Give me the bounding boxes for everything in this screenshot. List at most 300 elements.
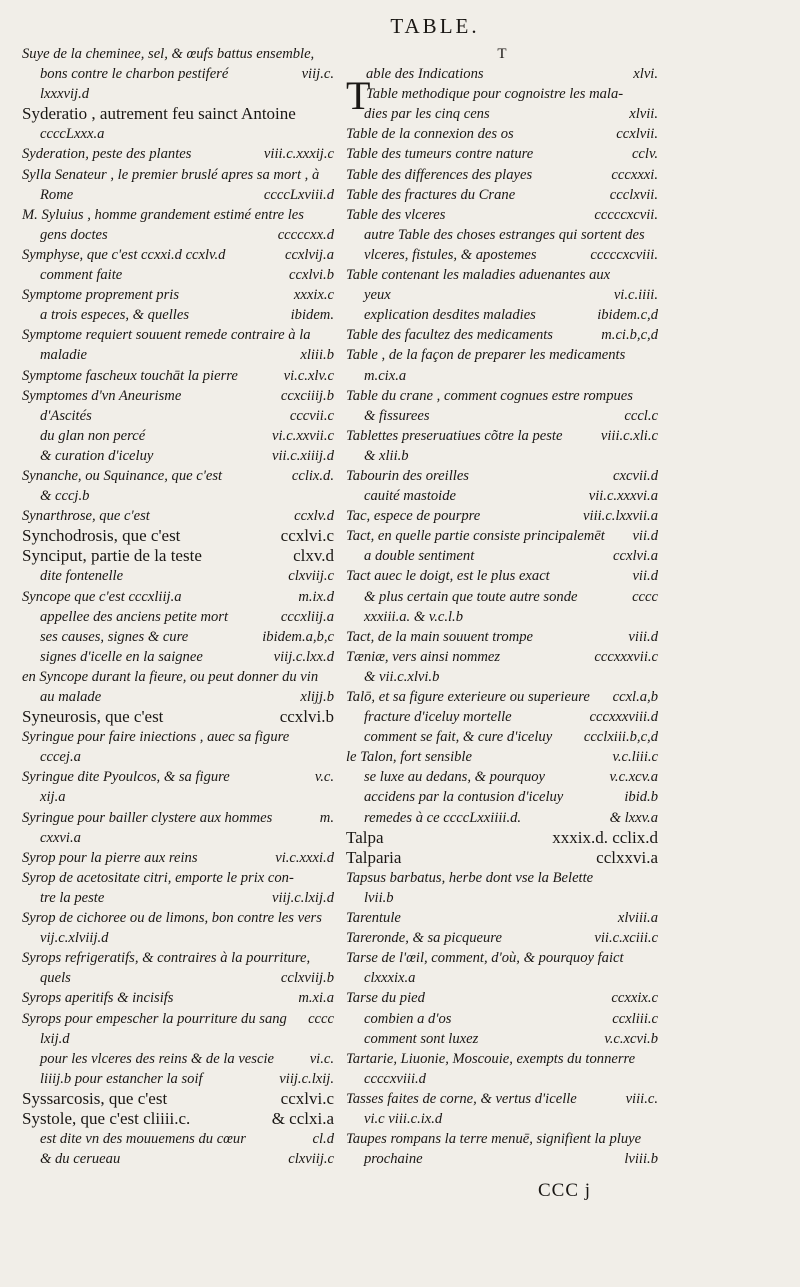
entry-reference: ibidem.c,d [597,307,658,324]
entry-text: Table du crane , comment cognues estre rompues [346,387,633,404]
entry-reference: cl.d [312,1131,334,1148]
entry-reference: ccxxix.c [611,990,658,1007]
entry-text: Tact auec le doigt, est le plus exact [346,568,550,585]
index-entry [346,687,658,707]
entry-reference: xxxix.d. cclix.d [552,827,658,847]
entry-text: Syrop pour la pierre aux reins [22,849,198,866]
index-entry [346,64,658,84]
entry-text: & curation d'iceluy [40,447,154,464]
entry-text: cccej.a [40,749,81,766]
index-entry [22,245,334,265]
entry-reference: cccvii.c [289,407,334,424]
entry-text: Suye de la cheminee, sel, & œufs battus ensemble, [22,46,315,62]
entry-reference: cccc [632,588,658,605]
entry-text: est dite vn des mouuemens du cœur [40,1131,246,1148]
entry-reference: ccxlvii. [616,126,658,143]
index-entry [22,185,334,205]
index-entry [22,144,334,164]
index-entry [346,1069,658,1089]
index-entry [22,1049,334,1069]
index-entry [346,1149,658,1169]
index-entry [22,727,334,747]
entry-text: Synarthrose, que c'est [22,508,150,525]
index-entry [22,44,334,64]
entry-text: able des Indications [366,66,484,83]
entry-reference: cclix.d. [291,467,334,484]
entry-reference: vi.c.xxvii.c [272,427,334,444]
entry-reference: ccccLxviii.d [263,186,334,203]
entry-text: Tact, de la main souuent trompe [346,628,534,645]
entry-text: signes d'icelle en la saignee [40,648,203,665]
index-entry [22,546,334,566]
entry-text: & cccj.b [40,488,90,505]
index-entry [22,124,334,144]
entry-text: Systole, que c'est cliiii.c. [22,1108,191,1128]
entry-text: Table de la connexion des os [346,126,514,143]
entry-reference: viij.c.lxij. [279,1070,334,1087]
index-entry [346,707,658,727]
index-entry [22,386,334,406]
entry-text: du glan non percé [40,427,146,444]
index-entry [22,928,334,948]
index-entry [22,84,334,104]
index-entry [346,466,658,486]
index-entry [346,205,658,225]
index-entry [22,848,334,868]
index-entry [22,667,334,687]
entry-reference: vii.c.xxxvi.a [588,488,658,505]
entry-text: gens doctes [40,226,108,243]
index-entry [346,808,658,828]
entry-reference: v.c.xcv.a [609,769,658,786]
entry-reference: xlvii. [629,106,658,123]
entry-text: Tabourin des oreilles [346,467,469,484]
index-entry [346,928,658,948]
index-entry [346,727,658,747]
entry-reference: vii.d [632,568,658,585]
index-entry [22,707,334,727]
entry-reference: & cclxi.a [271,1108,334,1128]
index-entry [22,305,334,325]
entry-text: ccccLxxx.a [40,126,105,143]
entry-reference: & lxxv.a [609,809,658,826]
entry-text: remedes à ce ccccLxxiiii.d. [364,809,522,826]
entry-text: & xlii.b [364,447,409,464]
entry-text: dite fontenelle [40,568,124,585]
index-entry [346,988,658,1008]
entry-text: lvii.b [364,889,394,906]
entry-reference: ibidem.a,b,c [262,628,334,645]
entry-reference: vii.c.xciii.c [594,930,658,947]
index-entry [22,767,334,787]
entry-text: Tartarie, Liuonie, Moscouie, exempts du tonnerre [346,1050,636,1067]
index-entry [346,868,658,888]
entry-text: Syssarcosis, que c'est [22,1088,168,1108]
index-entry [22,1109,334,1129]
entry-text: se luxe au dedans, & pourquoy [364,769,546,786]
entry-text: Syrop de cichoree ou de limons, bon contre les vers [22,910,322,927]
index-entry [346,848,658,868]
index-entry [346,546,658,566]
entry-reference: ibid.b [624,789,658,806]
entry-text: Tablettes preseruatiues cõtre la peste [346,427,563,444]
entry-text: quels [40,970,71,987]
entry-text: Table des facultez des medicaments [346,327,553,344]
index-entry [22,526,334,546]
index-entry [346,305,658,325]
entry-reference: viij.c. [301,66,334,83]
entry-reference: xliii.b [300,347,334,364]
entry-text: Syderation, peste des plantes [22,146,192,163]
index-entry [346,406,658,426]
entry-text: xxxiii.a. & v.c.l.b [364,608,464,625]
index-entry [346,667,658,687]
page-title: TABLE. [390,14,480,38]
section-letter: T [497,46,507,62]
entry-text: comment sont luxez [364,1030,479,1047]
entry-text: en Syncope durant la fieure, ou peut donner du vin [22,668,319,685]
entry-text: Synciput, partie de la teste [22,546,202,566]
index-entry [22,466,334,486]
index-entry [346,84,658,104]
entry-text: vi.c viii.c.ix.d [364,1110,443,1127]
index-entry [346,265,658,285]
entry-text: ccccxviii.d [364,1070,426,1087]
entry-text: Symptome requiert souuent remede contraire à la [22,327,311,344]
index-entry [22,506,334,526]
index-entry [346,325,658,345]
entry-text: a trois especes, & quelles [40,307,190,324]
entry-text: Tapsus barbatus, herbe dont vse la Belette [346,869,594,886]
index-entry [346,124,658,144]
entry-text: ses causes, signes & cure [40,628,189,645]
entry-text: Syrop de acetositate citri, emporte le prix con- [22,869,294,886]
index-entry [346,1109,658,1129]
entry-reference: clxviij.c [288,568,334,585]
entry-text: Talparia [346,847,402,867]
entry-text: Syringue pour faire iniections , auec sa figure [22,729,290,746]
entry-text: Synanche, ou Squinance, que c'est [22,467,223,484]
entry-reference: xlviii.a [617,910,658,927]
entry-text: Symptomes d'vn Aneurisme [22,387,182,404]
entry-text: Synchodrosis, que c'est [22,526,181,546]
entry-reference: ccxlvi.a [613,548,658,565]
index-entry [22,808,334,828]
index-entry [22,205,334,225]
index-entry [22,888,334,908]
drop-cap-T: T [346,73,371,118]
entry-reference: cclv. [631,146,658,163]
index-entry [346,345,658,365]
entry-reference: lviii.b [624,1151,658,1168]
entry-text: m.cix.a [364,367,407,384]
entry-text: appellee des anciens petite mort [40,608,229,625]
entry-text: Syrops aperitifs & incisifs [22,990,174,1007]
index-entry [346,386,658,406]
entry-text: maladie [40,347,88,364]
entry-text: Syringue dite Pyoulcos, & sa figure [22,769,230,786]
entry-text: Tarse de l'œil, comment, d'où, & pourquoy faict [346,950,624,967]
entry-reference: cclxviij.b [280,970,334,987]
entry-reference: vi.c.xxxi.d [275,849,334,866]
index-entry [346,767,658,787]
entry-reference: cccc [308,1010,334,1027]
index-entry [22,325,334,345]
entry-text: autre Table des choses estranges qui sortent des [364,226,645,243]
entry-reference: xlvi. [633,66,658,83]
index-entry [346,426,658,446]
entry-text: Table des fractures du Crane [346,186,516,203]
entry-text: Table des vlceres [346,206,446,223]
index-entry [22,948,334,968]
entry-reference: ccclxiii.b,c,d [583,729,658,746]
index-entry [22,566,334,586]
index-entry [22,345,334,365]
index-entry [346,1089,658,1109]
entry-text: cauité mastoide [364,488,457,505]
entry-reference: viii.c.xxxij.c [263,146,334,163]
index-entry [22,587,334,607]
index-entry [346,1009,658,1029]
entry-text: Tareronde, & sa picqueure [346,930,502,947]
entry-text: Table , de la façon de preparer les medicaments [346,347,626,364]
entry-reference: cccxxxviii.d [589,709,658,726]
entry-text: explication desdites maladies [364,307,536,324]
entry-text: Table methodique pour cognoistre les mala- [366,86,624,103]
index-entry [346,607,658,627]
entry-reference: cccccxcvii. [594,206,658,223]
index-entry [346,104,658,124]
index-entry [346,1129,658,1149]
entry-text: liiij.b pour estancher la soif [40,1070,203,1087]
index-entry [22,225,334,245]
entry-text: Symphyse, que c'est ccxxi.d ccxlv.d [22,246,226,263]
index-entry [22,64,334,84]
index-entry [22,968,334,988]
entry-reference: viij.c.lxx.d [273,648,334,665]
entry-reference: viii.c. [625,1090,658,1107]
entry-text: comment se fait, & cure d'iceluy [364,729,553,746]
entry-text: & plus certain que toute autre sonde [364,588,578,605]
index-entry [346,144,658,164]
entry-reference: xlijj.b [300,689,334,705]
entry-text: Syderatio , autrement feu sainct Antoine [22,104,296,124]
entry-text: Tæniæ, vers ainsi nommez [346,648,501,665]
index-entry [22,366,334,386]
entry-text: Talpa [346,827,384,847]
entry-text: & fissurees [364,407,430,424]
entry-reference: clxviij.c [288,1151,334,1168]
entry-text: Symptome fascheux touchāt la pierre [22,367,238,384]
entry-text: M. Syluius , homme grandement estimé entre les [22,206,304,223]
entry-reference: vii.c.xiiij.d [271,447,334,464]
entry-text: comment faite [40,267,123,284]
entry-reference: ccxlv.d [294,508,334,525]
entry-reference: cccxliij.a [280,608,334,625]
index-entry [22,787,334,807]
index-entry [22,868,334,888]
entry-text: au malade [40,689,102,705]
entry-reference: viii.c.xli.c [600,427,658,444]
entry-text: bons contre le charbon pestiferé [40,66,229,83]
entry-text: & vii.c.xlvi.b [364,668,440,685]
entry-reference: ccxliii.c [612,1010,658,1027]
index-entry [346,245,658,265]
entry-reference: ccxl.a,b [612,689,658,705]
index-entry [22,627,334,647]
index-entry [22,908,334,928]
entry-text: Syrops pour empescher la pourriture du sang [22,1010,287,1027]
entry-text: Talō, et sa figure exterieure ou superieure [346,689,590,705]
index-entry [22,165,334,185]
index-entry [22,446,334,466]
entry-text: Sylla Senateur , le premier bruslé apres sa mort , à [22,166,320,183]
entry-reference: v.c.liii.c [612,749,658,766]
entry-text: Syrops refrigeratifs, & contraires à la pourriture, [22,950,311,967]
index-entry [346,225,658,245]
index-entry [346,888,658,908]
entry-text: prochaine [364,1151,423,1168]
signature-mark: CCC j [538,1180,592,1201]
entry-text: a double sentiment [364,548,475,565]
right-index-column [346,44,658,1169]
index-entry [346,647,658,667]
entry-text: accidens par la contusion d'iceluy [364,789,564,806]
index-entry [22,828,334,848]
index-entry [22,486,334,506]
entry-reference: viij.c.lxij.d [271,889,334,906]
entry-reference: ibidem. [290,307,334,324]
index-entry [22,426,334,446]
entry-text: pour les vlceres des reins & de la vescie [40,1050,274,1067]
entry-text: lxxxvij.d [40,86,90,103]
index-entry [22,285,334,305]
entry-reference: v.c.xcvi.b [604,1030,658,1047]
index-entry [346,968,658,988]
index-entry [346,486,658,506]
index-entry [346,506,658,526]
entry-text: & du cerueau [40,1151,121,1168]
entry-reference: cccccxcviii. [590,246,658,263]
index-entry [22,1149,334,1169]
entry-text: Tac, espece de pourpre [346,508,481,525]
entry-text: Table des tumeurs contre nature [346,146,534,163]
entry-reference: ccxlvi.c [280,1088,334,1108]
entry-text: d'Ascités [40,407,92,424]
index-entry [346,1029,658,1049]
entry-text: vij.c.xlviij.d [40,930,109,947]
index-entry [22,1029,334,1049]
entry-text: vlceres, fistules, & apostemes [364,246,537,263]
entry-reference: ccclxvii. [609,186,658,203]
entry-reference: m.ci.b,c,d [601,327,658,344]
entry-reference: v.c. [314,769,334,786]
index-entry [22,1069,334,1089]
entry-reference: m.xi.a [298,990,334,1007]
entry-text: Tact, en quelle partie consiste principalemēt [346,528,605,545]
entry-text: Rome [40,186,74,203]
entry-reference: ccxlvij.a [284,246,334,263]
index-entry [22,988,334,1008]
index-entry [346,285,658,305]
entry-text: Syringue pour bailler clystere aux hommes [22,809,273,826]
entry-text: Syneurosis, que c'est [22,707,164,727]
entry-text: Taupes rompans la terre menuē, signifient la pluye [346,1131,642,1148]
entry-text: dies par les cinq cens [364,106,490,123]
index-entry [346,566,658,586]
entry-reference: vi.c.iiii. [613,287,658,304]
entry-reference: m. [319,809,334,826]
index-entry [346,366,658,386]
index-entry [346,627,658,647]
entry-text: fracture d'iceluy mortelle [364,709,512,726]
index-entry [22,265,334,285]
index-entry [22,406,334,426]
entry-text: combien a d'os [364,1010,452,1027]
index-entry [346,446,658,466]
entry-reference: ccxlvi.b [279,707,334,727]
entry-reference: cccxxxi. [611,166,658,183]
entry-reference: vii.d [632,528,658,545]
entry-text: Table contenant les maladies aduenantes aux [346,267,611,284]
entry-text: Tarse du pied [346,990,425,1007]
entry-text: le Talon, fort sensible [346,749,472,766]
index-entry [22,747,334,767]
entry-reference: m.ix.d [298,588,334,605]
entry-reference: vi.c.xlv.c [283,367,334,384]
entry-text: clxxxix.a [364,970,416,987]
entry-reference: ccxciiij.b [280,387,334,404]
entry-text: Syncope que c'est cccxliij.a [22,588,182,605]
index-entry [22,1089,334,1109]
entry-text: cxxvi.a [40,829,81,846]
entry-reference: cccxxxvii.c [594,648,658,665]
entry-reference: viii.c.lxxvii.a [583,508,658,525]
entry-reference: ccxlvi.b [289,267,334,284]
index-entry [346,1049,658,1069]
entry-reference: xxxix.c [293,287,334,304]
entry-text: tre la peste [40,889,105,906]
entry-reference: vi.c. [309,1050,334,1067]
index-entry [346,787,658,807]
index-entry [346,587,658,607]
entry-reference: cclxxvi.a [596,847,658,867]
entry-reference: viii.d [628,628,658,645]
index-entry [346,747,658,767]
entry-text: Tarentule [346,910,401,927]
index-entry [22,607,334,627]
index-entry [22,1129,334,1149]
index-entry [22,104,334,124]
index-entry [346,185,658,205]
index-entry [346,828,658,848]
entry-reference: cccccxx.d [277,226,334,243]
entry-text: Tasses faites de corne, & vertus d'icelle [346,1090,577,1107]
entry-text: lxij.d [40,1030,70,1047]
index-entry [22,1009,334,1029]
entry-reference: ccxlvi.c [280,526,334,546]
index-entry [346,948,658,968]
entry-text: Symptome proprement pris [22,287,179,304]
entry-reference: cxcvii.d [613,467,658,484]
entry-reference: clxv.d [293,546,334,566]
entry-text: xij.a [40,789,66,806]
entry-text: Table des differences des playes [346,166,533,183]
entry-text: yeux [364,287,391,304]
index-entry [346,526,658,546]
index-entry [346,908,658,928]
left-index-column [22,44,334,1169]
